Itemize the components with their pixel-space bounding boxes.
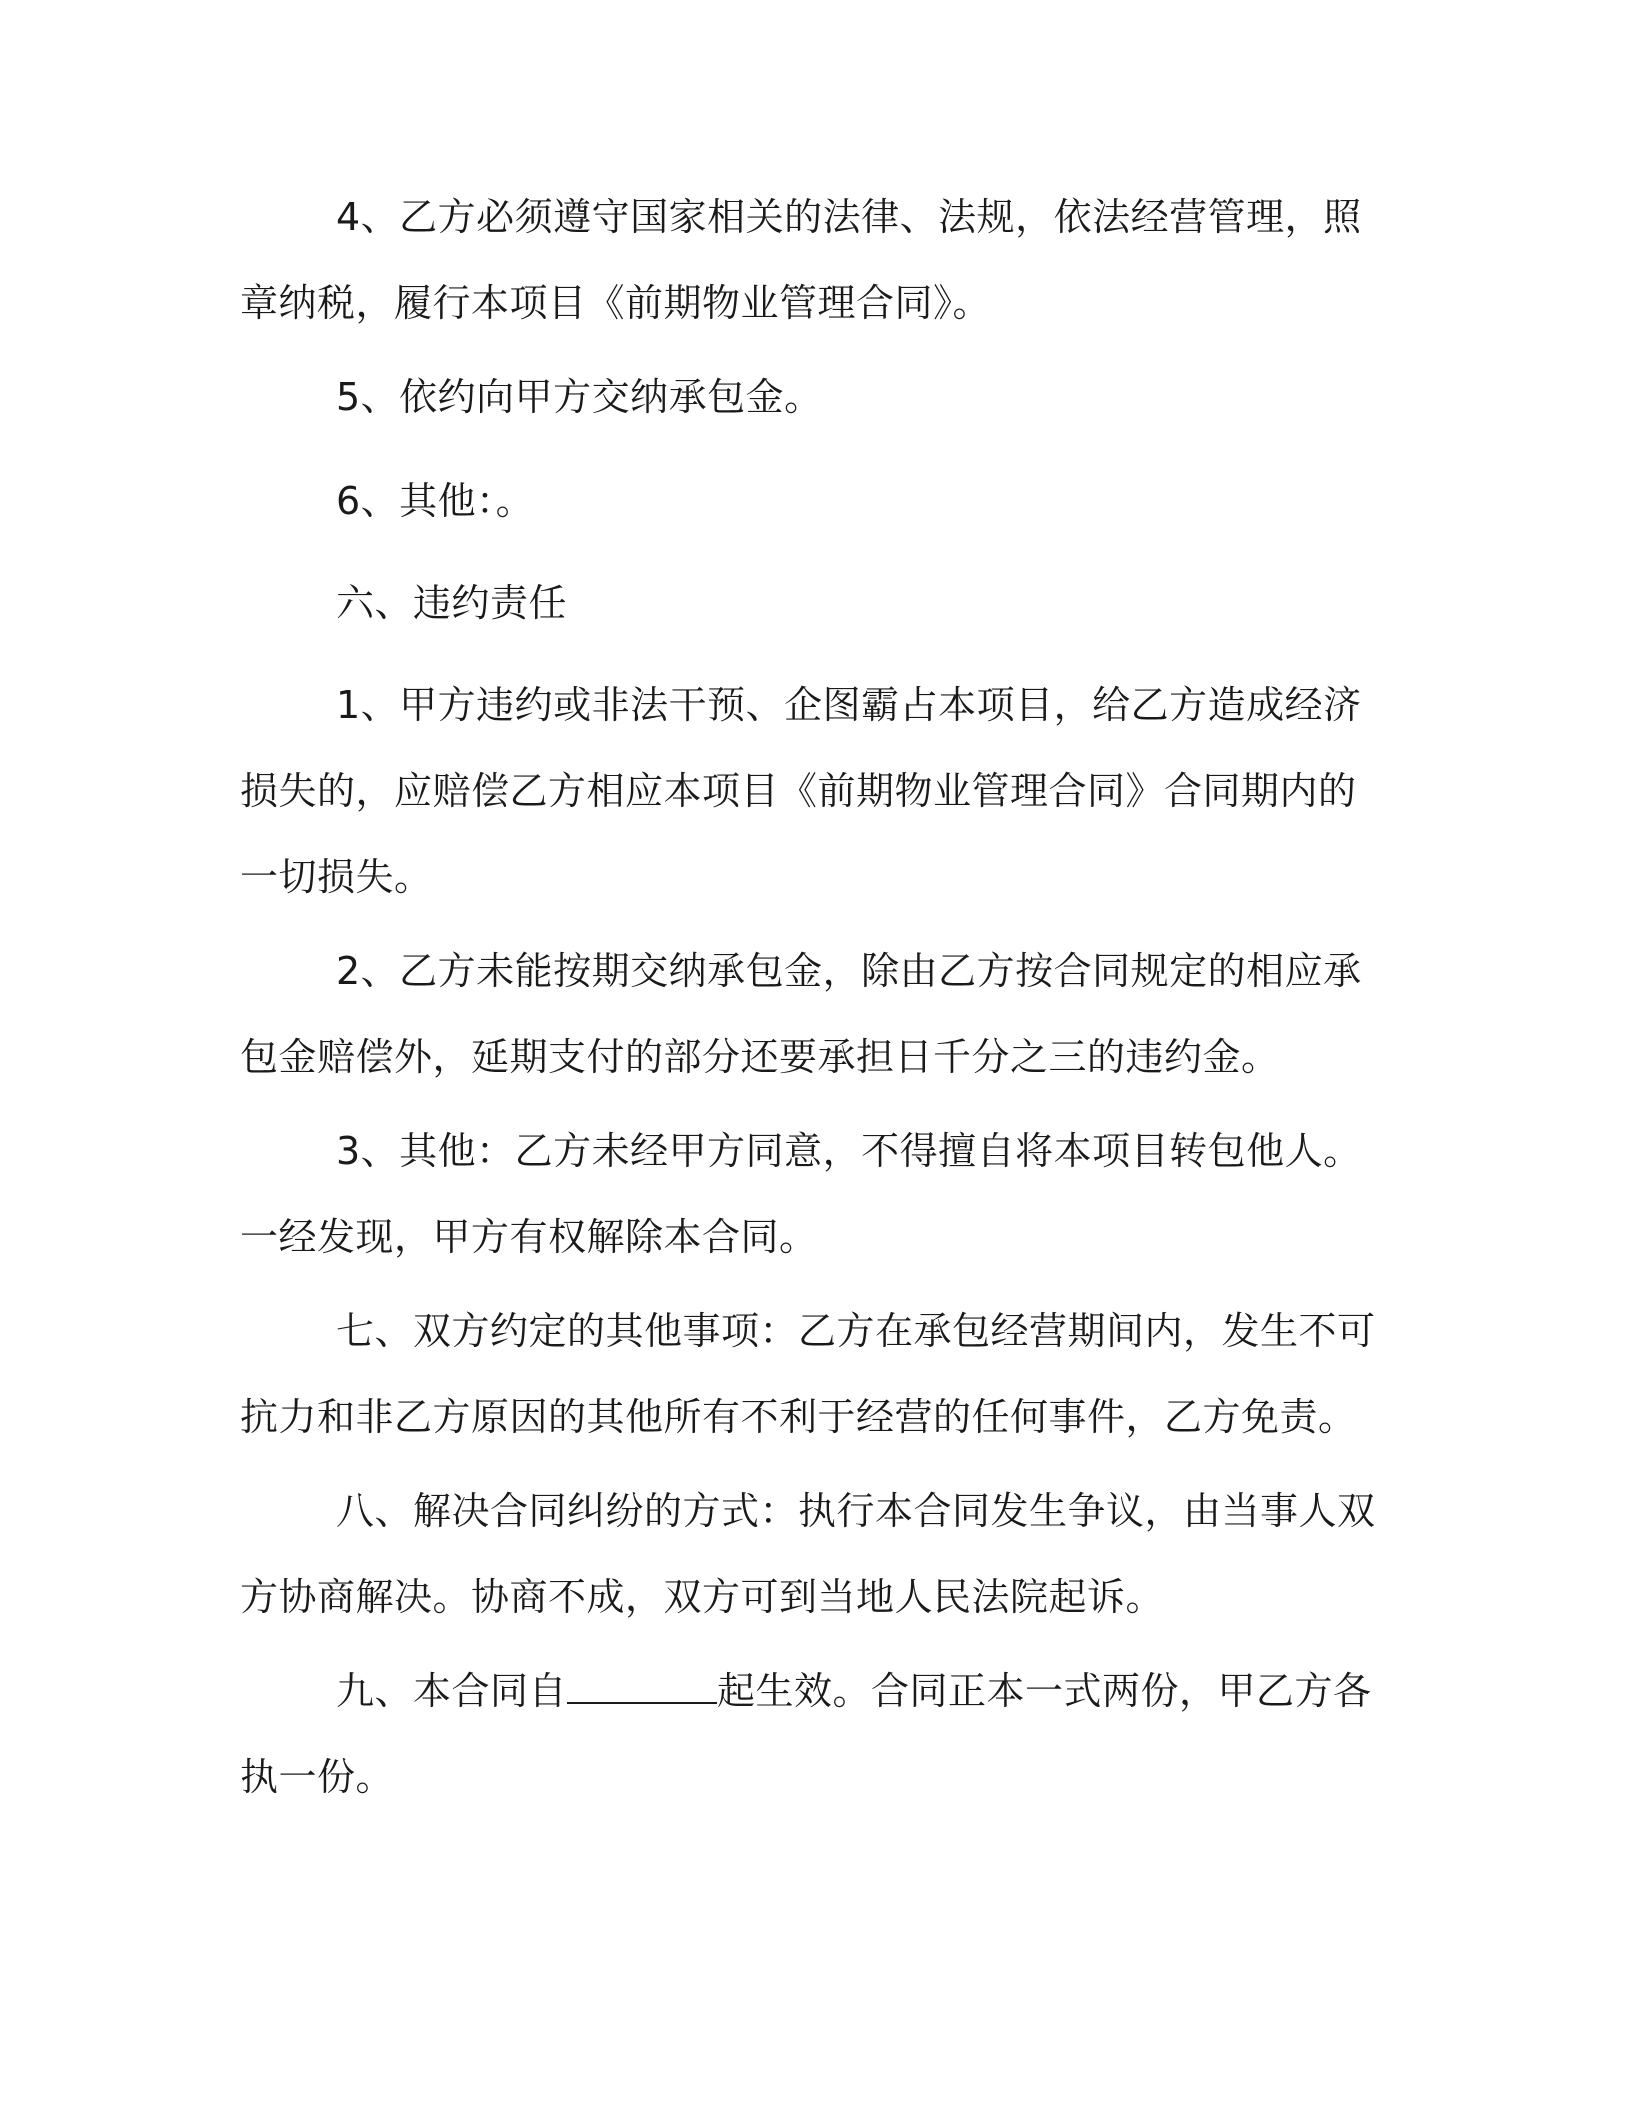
date-blank-line [567, 1662, 717, 1704]
paragraph-section-9 [240, 1648, 1380, 1820]
paragraph-5-6: 6、其他：。 [336, 479, 535, 523]
paragraph-section-8: 八、解决合同纠纷的方式：执行本合同发生争议，由当事人双方协商解决。协商不成，双方可到当地人民法院起诉。 [240, 1489, 1376, 1619]
paragraph-6-1: 1、甲方违约或非法干预、企图霸占本项目，给乙方造成经济损失的，应赔偿乙方相应本项目《前期物业管理合同》合同期内的一切损失。 [240, 683, 1362, 899]
paragraph-5-4: 4、乙方必须遵守国家相关的法律、法规，依法经营管理，照章纳税，履行本项目《前期物业管理合同》。 [240, 195, 1362, 325]
paragraph-section-7: 七、双方约定的其他事项：乙方在承包经营期间内，发生不可抗力和非乙方原因的其他所有不利于经营的任何事件，乙方免责。 [240, 1309, 1376, 1439]
section-heading-6: 六、违约责任 [336, 581, 568, 625]
paragraph-section-9-before: 九、本合同自 [336, 1669, 568, 1713]
paragraph-6-3: 3、其他：乙方未经甲方同意，不得擅自将本项目转包他人。一经发现，甲方有权解除本合同。 [240, 1129, 1362, 1259]
paragraph-6-2: 2、乙方未能按期交纳承包金，除由乙方按合同规定的相应承包金赔偿外，延期支付的部分还要承担日千分之三的违约金。 [240, 949, 1362, 1079]
paragraph-5-5: 5、依约向甲方交纳承包金。 [336, 375, 823, 419]
paragraph-section-9-after: 起生效。合同正本一式两份，甲乙方各执一份。 [240, 1669, 1372, 1799]
